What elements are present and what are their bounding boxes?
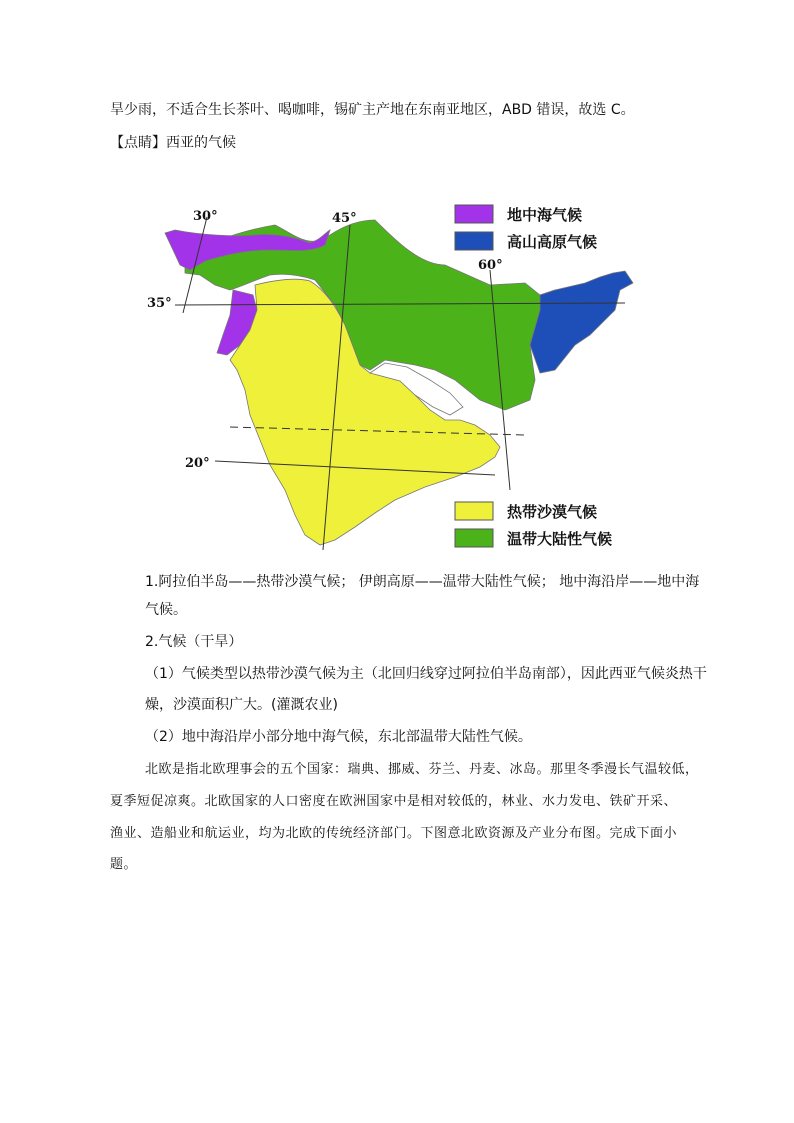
text-line: 旱少雨，不适合生长茶叶、喝咖啡，锡矿主产地在东南亚地区，ABD 错误，故选 C。 xyxy=(110,102,635,118)
label-45: 45° xyxy=(332,211,357,226)
label-20: 20° xyxy=(185,456,210,471)
legend-label-continental: 温带大陆性气候 xyxy=(507,530,613,548)
legend-swatch-mediterranean xyxy=(455,205,493,223)
text-line: 题。 xyxy=(110,857,138,872)
text-line: 北欧是指北欧理事会的五个国家：瑞典、挪威、芬兰、丹麦、冰岛。那里冬季漫长气温较低， xyxy=(145,762,699,777)
west-asia-climate-map xyxy=(145,195,645,555)
legend-label-mediterranean: 地中海气候 xyxy=(507,206,583,224)
legend-swatch-alpine xyxy=(455,232,493,250)
label-35: 35° xyxy=(147,296,172,311)
text-line: 燥，沙漠面积广大。(灌溉农业) xyxy=(145,697,338,713)
legend-swatch-continental xyxy=(455,529,493,547)
text-line: （1）气候类型以热带沙漠气候为主（北回归线穿过阿拉伯半岛南部），因此西亚气候炎热干 xyxy=(145,666,707,682)
text-line: 2.气候（干旱） xyxy=(145,634,243,650)
text-line: 夏季短促凉爽。北欧国家的人口密度在欧洲国家中是相对较低的，林业、水力发电、铁矿开采、 xyxy=(110,794,678,809)
section-heading: 【点睛】西亚的气候 xyxy=(110,135,236,151)
text-line: （2）地中海沿岸小部分地中海气候，东北部温带大陆性气候。 xyxy=(145,729,532,745)
text-line: 气候。 xyxy=(145,602,187,618)
text-line: 1.阿拉伯半岛——热带沙漠气候； 伊朗高原——温带大陆性气候； 地中海沿岸——地中海 xyxy=(145,574,700,590)
legend-swatch-desert xyxy=(455,502,493,520)
label-60: 60° xyxy=(478,258,503,273)
text-line: 渔业、造船业和航运业，均为北欧的传统经济部门。下图意北欧资源及产业分布图。完成下面小 xyxy=(110,826,678,841)
alpine-plateau-region xyxy=(530,271,633,373)
legend-label-desert: 热带沙漠气候 xyxy=(507,503,598,521)
label-30: 30° xyxy=(193,209,218,224)
legend-label-alpine: 高山高原气候 xyxy=(507,233,598,251)
